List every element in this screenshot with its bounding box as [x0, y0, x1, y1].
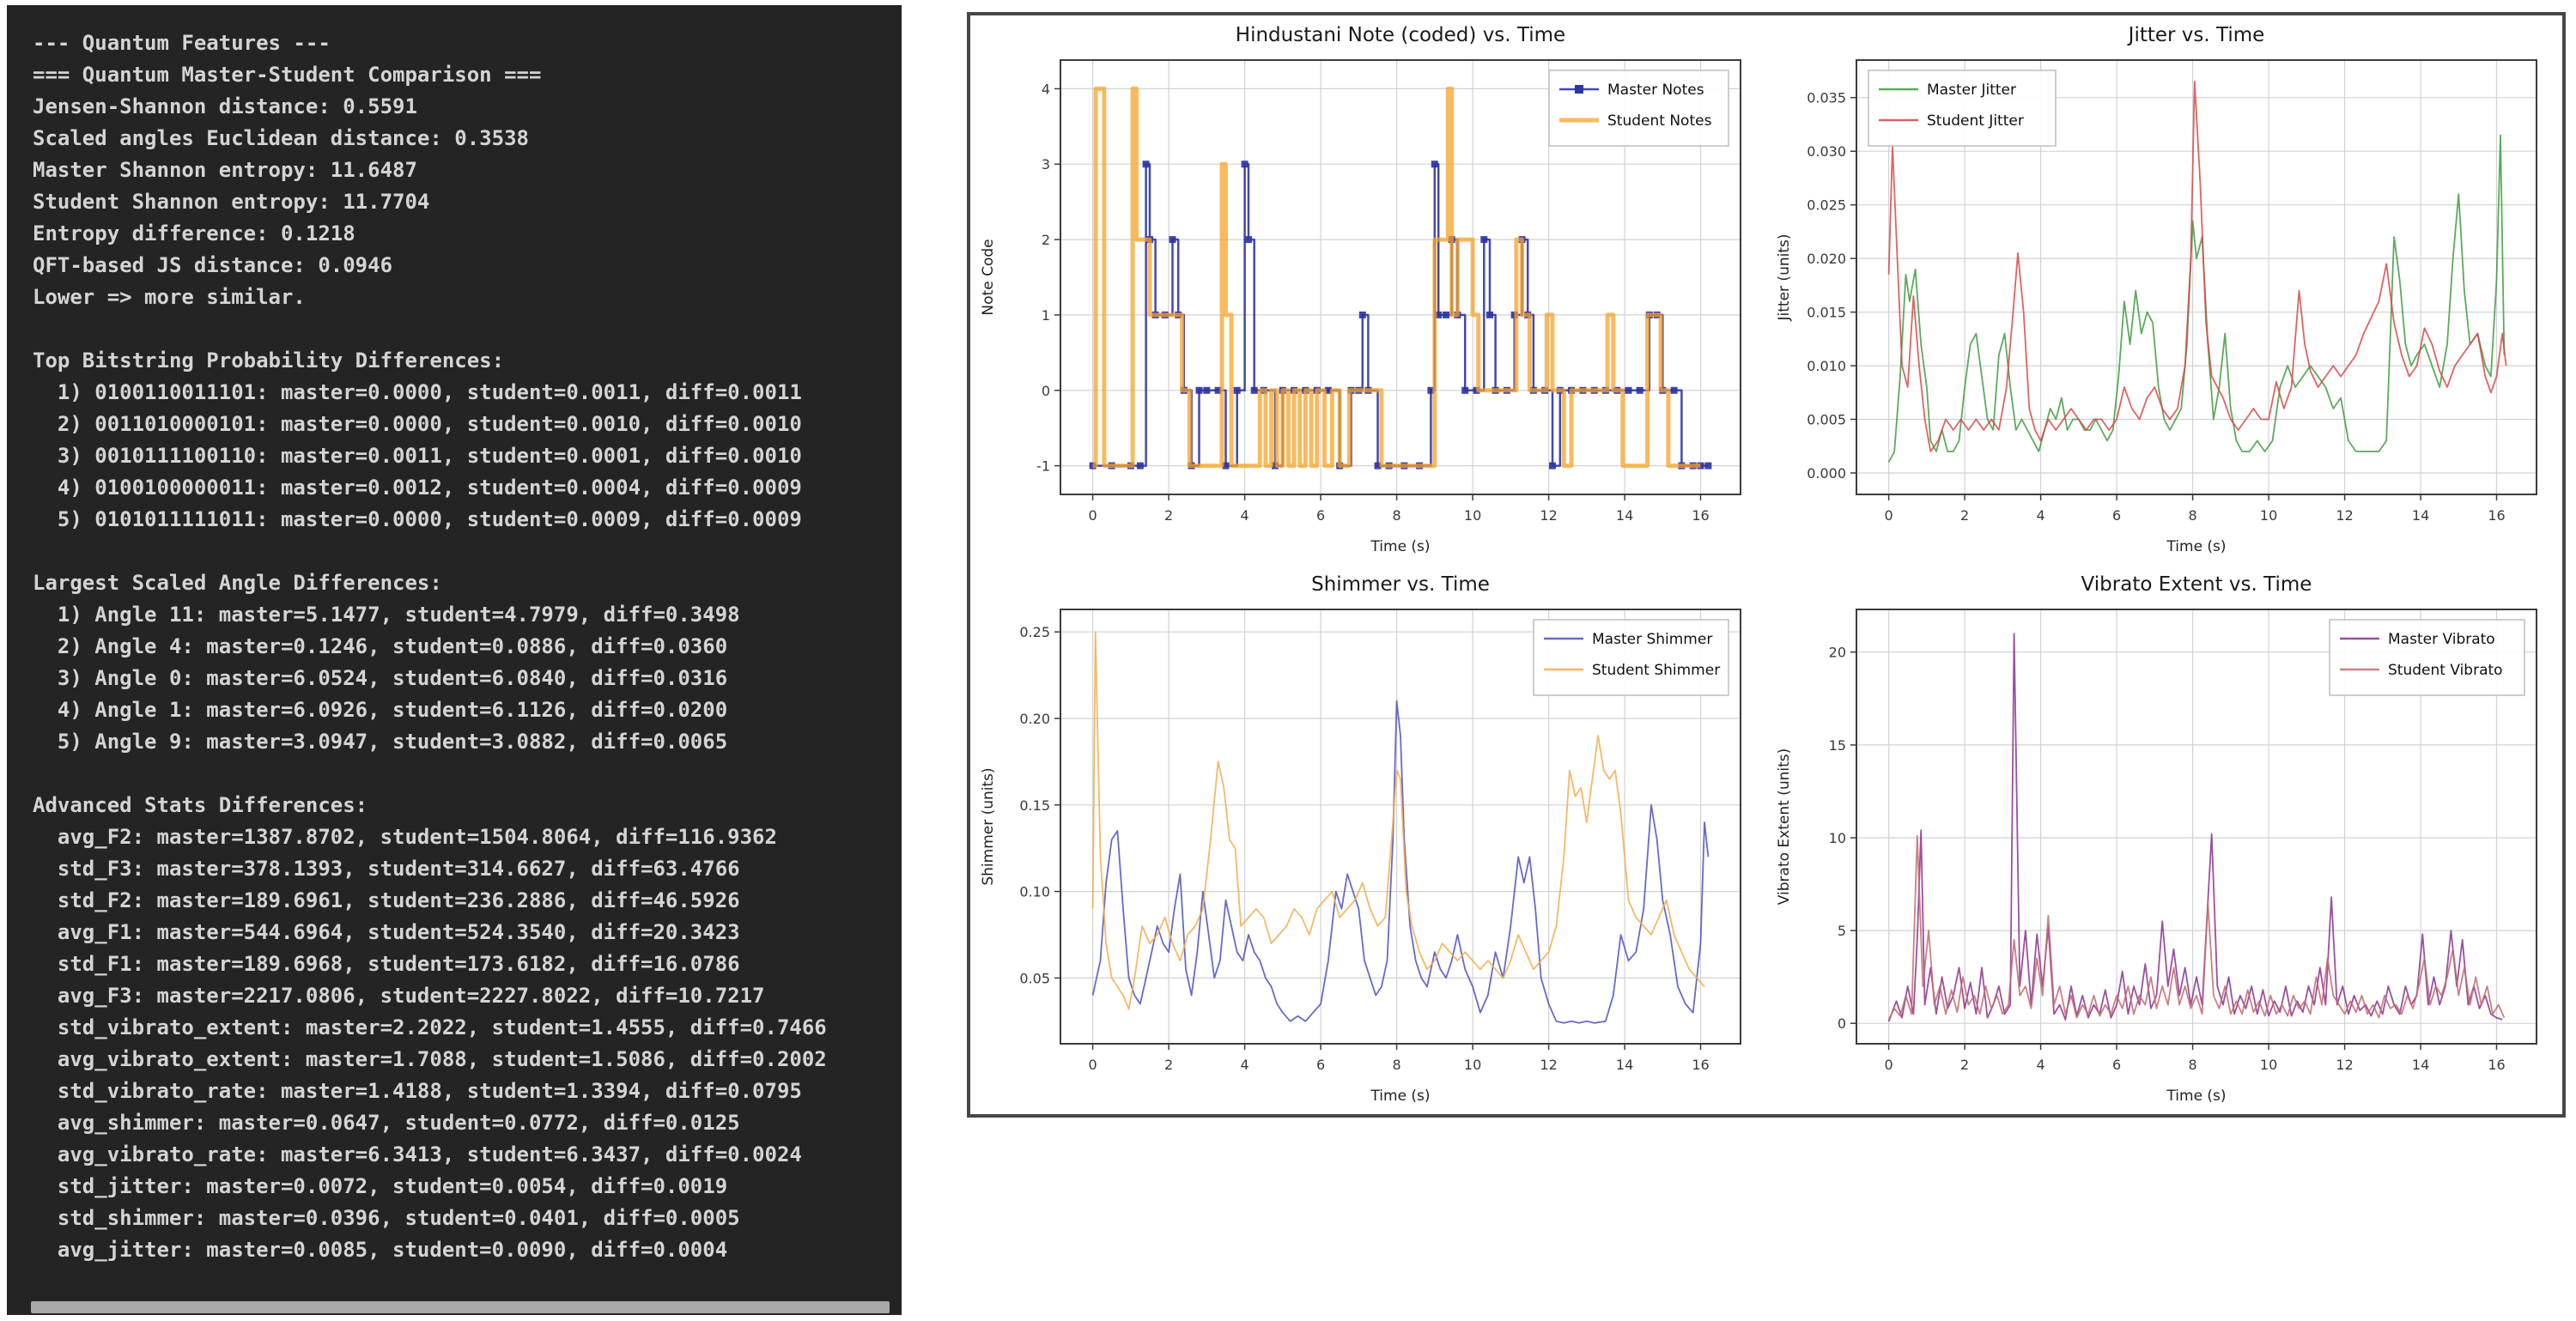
terminal-line: std_jitter: master=0.0072, student=0.0054, diff=0.0019 — [33, 1174, 728, 1198]
terminal-line: Master Shannon entropy: 11.6487 — [33, 158, 417, 182]
terminal-line: 4) Angle 1: master=6.0926, student=6.1126, diff=0.0200 — [33, 698, 728, 722]
svg-text:12: 12 — [1540, 1057, 1558, 1073]
svg-text:2: 2 — [1960, 507, 1970, 524]
terminal-line: Largest Scaled Angle Differences: — [33, 571, 442, 595]
svg-text:Hindustani Note (coded) vs. Ti: Hindustani Note (coded) vs. Time — [1235, 24, 1566, 46]
chart-shimmer — [970, 565, 1766, 1114]
terminal-line: std_F1: master=189.6968, student=173.6182, diff=16.0786 — [33, 952, 740, 976]
svg-text:0: 0 — [1088, 507, 1097, 524]
terminal-line: avg_F3: master=2217.0806, student=2227.8022, diff=10.7217 — [33, 984, 765, 1008]
terminal-panel — [7, 5, 902, 1315]
terminal-line: 1) Angle 11: master=5.1477, student=4.7979, diff=0.3498 — [33, 603, 740, 627]
svg-text:1: 1 — [1041, 306, 1050, 324]
svg-text:8: 8 — [2188, 507, 2197, 524]
svg-text:20: 20 — [1828, 644, 1846, 661]
svg-text:5: 5 — [1837, 923, 1846, 940]
svg-text:14: 14 — [2411, 1057, 2430, 1073]
terminal-line: QFT-based JS distance: 0.0946 — [33, 253, 393, 277]
terminal-line: std_vibrato_rate: master=1.4188, student=1.3394, diff=0.0795 — [33, 1079, 802, 1103]
terminal-line: Student Shannon entropy: 11.7704 — [33, 190, 430, 214]
terminal-scrollbar[interactable] — [31, 1301, 890, 1313]
svg-text:6: 6 — [2112, 1057, 2122, 1073]
terminal-line — [33, 313, 893, 345]
svg-text:0: 0 — [1088, 1057, 1097, 1073]
svg-text:10: 10 — [1828, 830, 1846, 846]
svg-text:Student Vibrato: Student Vibrato — [2388, 662, 2503, 679]
svg-text:6: 6 — [1316, 507, 1326, 524]
svg-text:10: 10 — [1463, 507, 1482, 524]
svg-text:6: 6 — [2112, 507, 2122, 524]
svg-text:8: 8 — [1392, 1057, 1401, 1073]
svg-text:4: 4 — [2036, 1057, 2045, 1073]
terminal-line: --- Quantum Features --- — [33, 31, 331, 55]
svg-text:14: 14 — [1615, 1057, 1634, 1073]
svg-text:0.010: 0.010 — [1807, 358, 1846, 375]
svg-text:0.05: 0.05 — [1019, 970, 1050, 987]
svg-text:0.030: 0.030 — [1807, 143, 1846, 161]
svg-text:10: 10 — [1463, 1057, 1482, 1073]
terminal-line: avg_vibrato_extent: master=1.7088, student=1.5086, diff=0.2002 — [33, 1047, 827, 1071]
terminal-line: 3) 0010111100110: master=0.0011, student=0.0001, diff=0.0010 — [33, 444, 802, 468]
svg-text:0.035: 0.035 — [1807, 89, 1846, 106]
svg-text:0.020: 0.020 — [1807, 251, 1846, 268]
terminal-line: Advanced Stats Differences: — [33, 793, 368, 817]
svg-text:Student Notes: Student Notes — [1607, 112, 1712, 130]
terminal-line: 4) 0100100000011: master=0.0012, student=0.0004, diff=0.0009 — [33, 476, 802, 500]
terminal-line: Lower => more similar. — [33, 285, 306, 309]
svg-text:2: 2 — [1960, 1057, 1970, 1073]
svg-text:14: 14 — [2411, 507, 2430, 524]
svg-text:4: 4 — [1041, 81, 1050, 98]
svg-text:0: 0 — [1837, 1015, 1846, 1033]
svg-text:Jitter vs. Time: Jitter vs. Time — [2128, 24, 2265, 46]
terminal-line: avg_F1: master=544.6964, student=524.3540, diff=20.3423 — [33, 920, 740, 944]
terminal-line: 5) 0101011111011: master=0.0000, student=0.0009, diff=0.0009 — [33, 507, 802, 531]
svg-text:2: 2 — [1164, 1057, 1174, 1073]
svg-text:15: 15 — [1828, 736, 1846, 754]
svg-text:0.25: 0.25 — [1019, 624, 1050, 641]
terminal-line: avg_F2: master=1387.8702, student=1504.8064, diff=116.9362 — [33, 825, 777, 849]
svg-text:4: 4 — [2036, 507, 2045, 524]
svg-text:4: 4 — [1240, 1057, 1249, 1073]
terminal-line: 2) 0011010000101: master=0.0000, student=0.0010, diff=0.0010 — [33, 412, 802, 436]
terminal-line: avg_vibrato_rate: master=6.3413, student=6.3437, diff=0.0024 — [33, 1142, 802, 1166]
terminal-line: 5) Angle 9: master=3.0947, student=3.0882, diff=0.0065 — [33, 730, 728, 754]
terminal-line: 1) 0100110011101: master=0.0000, student=0.0011, diff=0.0011 — [33, 380, 802, 404]
terminal-line: 2) Angle 4: master=0.1246, student=0.0886, diff=0.0360 — [33, 634, 728, 658]
svg-text:Time (s): Time (s) — [2166, 538, 2227, 555]
svg-text:10: 10 — [2259, 1057, 2278, 1073]
svg-text:16: 16 — [2488, 507, 2506, 524]
svg-text:0.000: 0.000 — [1807, 465, 1846, 482]
svg-text:Vibrato Extent vs. Time: Vibrato Extent vs. Time — [2081, 573, 2312, 596]
svg-text:0.025: 0.025 — [1807, 197, 1846, 214]
svg-text:Master Jitter: Master Jitter — [1927, 82, 2016, 99]
svg-text:Shimmer (units): Shimmer (units) — [980, 767, 997, 886]
svg-text:6: 6 — [1316, 1057, 1326, 1073]
chart-vibrato — [1766, 565, 2562, 1114]
terminal-content — [33, 27, 893, 1266]
chart-hindustani-note — [970, 15, 1766, 565]
terminal-line: avg_jitter: master=0.0085, student=0.0090, diff=0.0004 — [33, 1238, 728, 1262]
svg-text:12: 12 — [1540, 507, 1558, 524]
svg-text:16: 16 — [2488, 1057, 2506, 1073]
terminal-line: std_shimmer: master=0.0396, student=0.0401, diff=0.0005 — [33, 1206, 740, 1230]
svg-text:0: 0 — [1884, 507, 1893, 524]
terminal-line: Top Bitstring Probability Differences: — [33, 348, 505, 373]
terminal-line: avg_shimmer: master=0.0647, student=0.0772, diff=0.0125 — [33, 1111, 740, 1135]
svg-text:12: 12 — [2336, 1057, 2354, 1073]
chart-jitter — [1766, 15, 2562, 565]
svg-text:16: 16 — [1692, 507, 1710, 524]
svg-text:Master Notes: Master Notes — [1607, 82, 1704, 99]
svg-text:Vibrato Extent (units): Vibrato Extent (units) — [1776, 748, 1793, 906]
svg-text:Note Code: Note Code — [980, 239, 997, 316]
figure-panel — [967, 12, 2566, 1118]
svg-text:Master Shimmer: Master Shimmer — [1592, 631, 1713, 648]
svg-text:Jitter (units): Jitter (units) — [1776, 233, 1793, 321]
svg-text:8: 8 — [2188, 1057, 2197, 1073]
svg-text:0.015: 0.015 — [1807, 304, 1846, 321]
svg-text:Shimmer vs. Time: Shimmer vs. Time — [1311, 573, 1490, 596]
terminal-line: std_F3: master=378.1393, student=314.6627, diff=63.4766 — [33, 857, 740, 881]
svg-text:3: 3 — [1041, 156, 1050, 173]
svg-text:0.10: 0.10 — [1019, 883, 1050, 900]
svg-text:2: 2 — [1041, 232, 1050, 249]
svg-text:Master Vibrato: Master Vibrato — [2388, 631, 2495, 648]
svg-text:Time (s): Time (s) — [2166, 1088, 2227, 1105]
svg-text:10: 10 — [2259, 507, 2278, 524]
terminal-line: 3) Angle 0: master=6.0524, student=6.0840, diff=0.0316 — [33, 666, 728, 690]
svg-text:16: 16 — [1692, 1057, 1710, 1073]
svg-text:8: 8 — [1392, 507, 1401, 524]
terminal-line: std_F2: master=189.6961, student=236.2886, diff=46.5926 — [33, 888, 740, 912]
svg-text:Student Jitter: Student Jitter — [1927, 112, 2024, 130]
svg-text:Time (s): Time (s) — [1370, 538, 1431, 555]
terminal-line — [33, 536, 893, 567]
svg-text:2: 2 — [1164, 507, 1174, 524]
terminal-line — [33, 758, 893, 790]
svg-text:0: 0 — [1041, 382, 1050, 399]
svg-text:Student Shimmer: Student Shimmer — [1592, 662, 1721, 679]
svg-text:12: 12 — [2336, 507, 2354, 524]
terminal-line: Entropy difference: 0.1218 — [33, 221, 355, 245]
terminal-line: === Quantum Master-Student Comparison === — [33, 63, 542, 87]
svg-text:0.20: 0.20 — [1019, 711, 1050, 727]
svg-text:14: 14 — [1615, 507, 1634, 524]
svg-text:0: 0 — [1884, 1057, 1893, 1073]
svg-text:Time (s): Time (s) — [1370, 1088, 1431, 1105]
terminal-line: Jensen-Shannon distance: 0.5591 — [33, 94, 417, 118]
terminal-line: Scaled angles Euclidean distance: 0.3538 — [33, 126, 529, 150]
svg-text:0.15: 0.15 — [1019, 797, 1050, 814]
svg-text:4: 4 — [1240, 507, 1249, 524]
svg-text:0.005: 0.005 — [1807, 411, 1846, 428]
svg-text:-1: -1 — [1036, 458, 1050, 475]
terminal-line: std_vibrato_extent: master=2.2022, student=1.4555, diff=0.7466 — [33, 1015, 827, 1039]
